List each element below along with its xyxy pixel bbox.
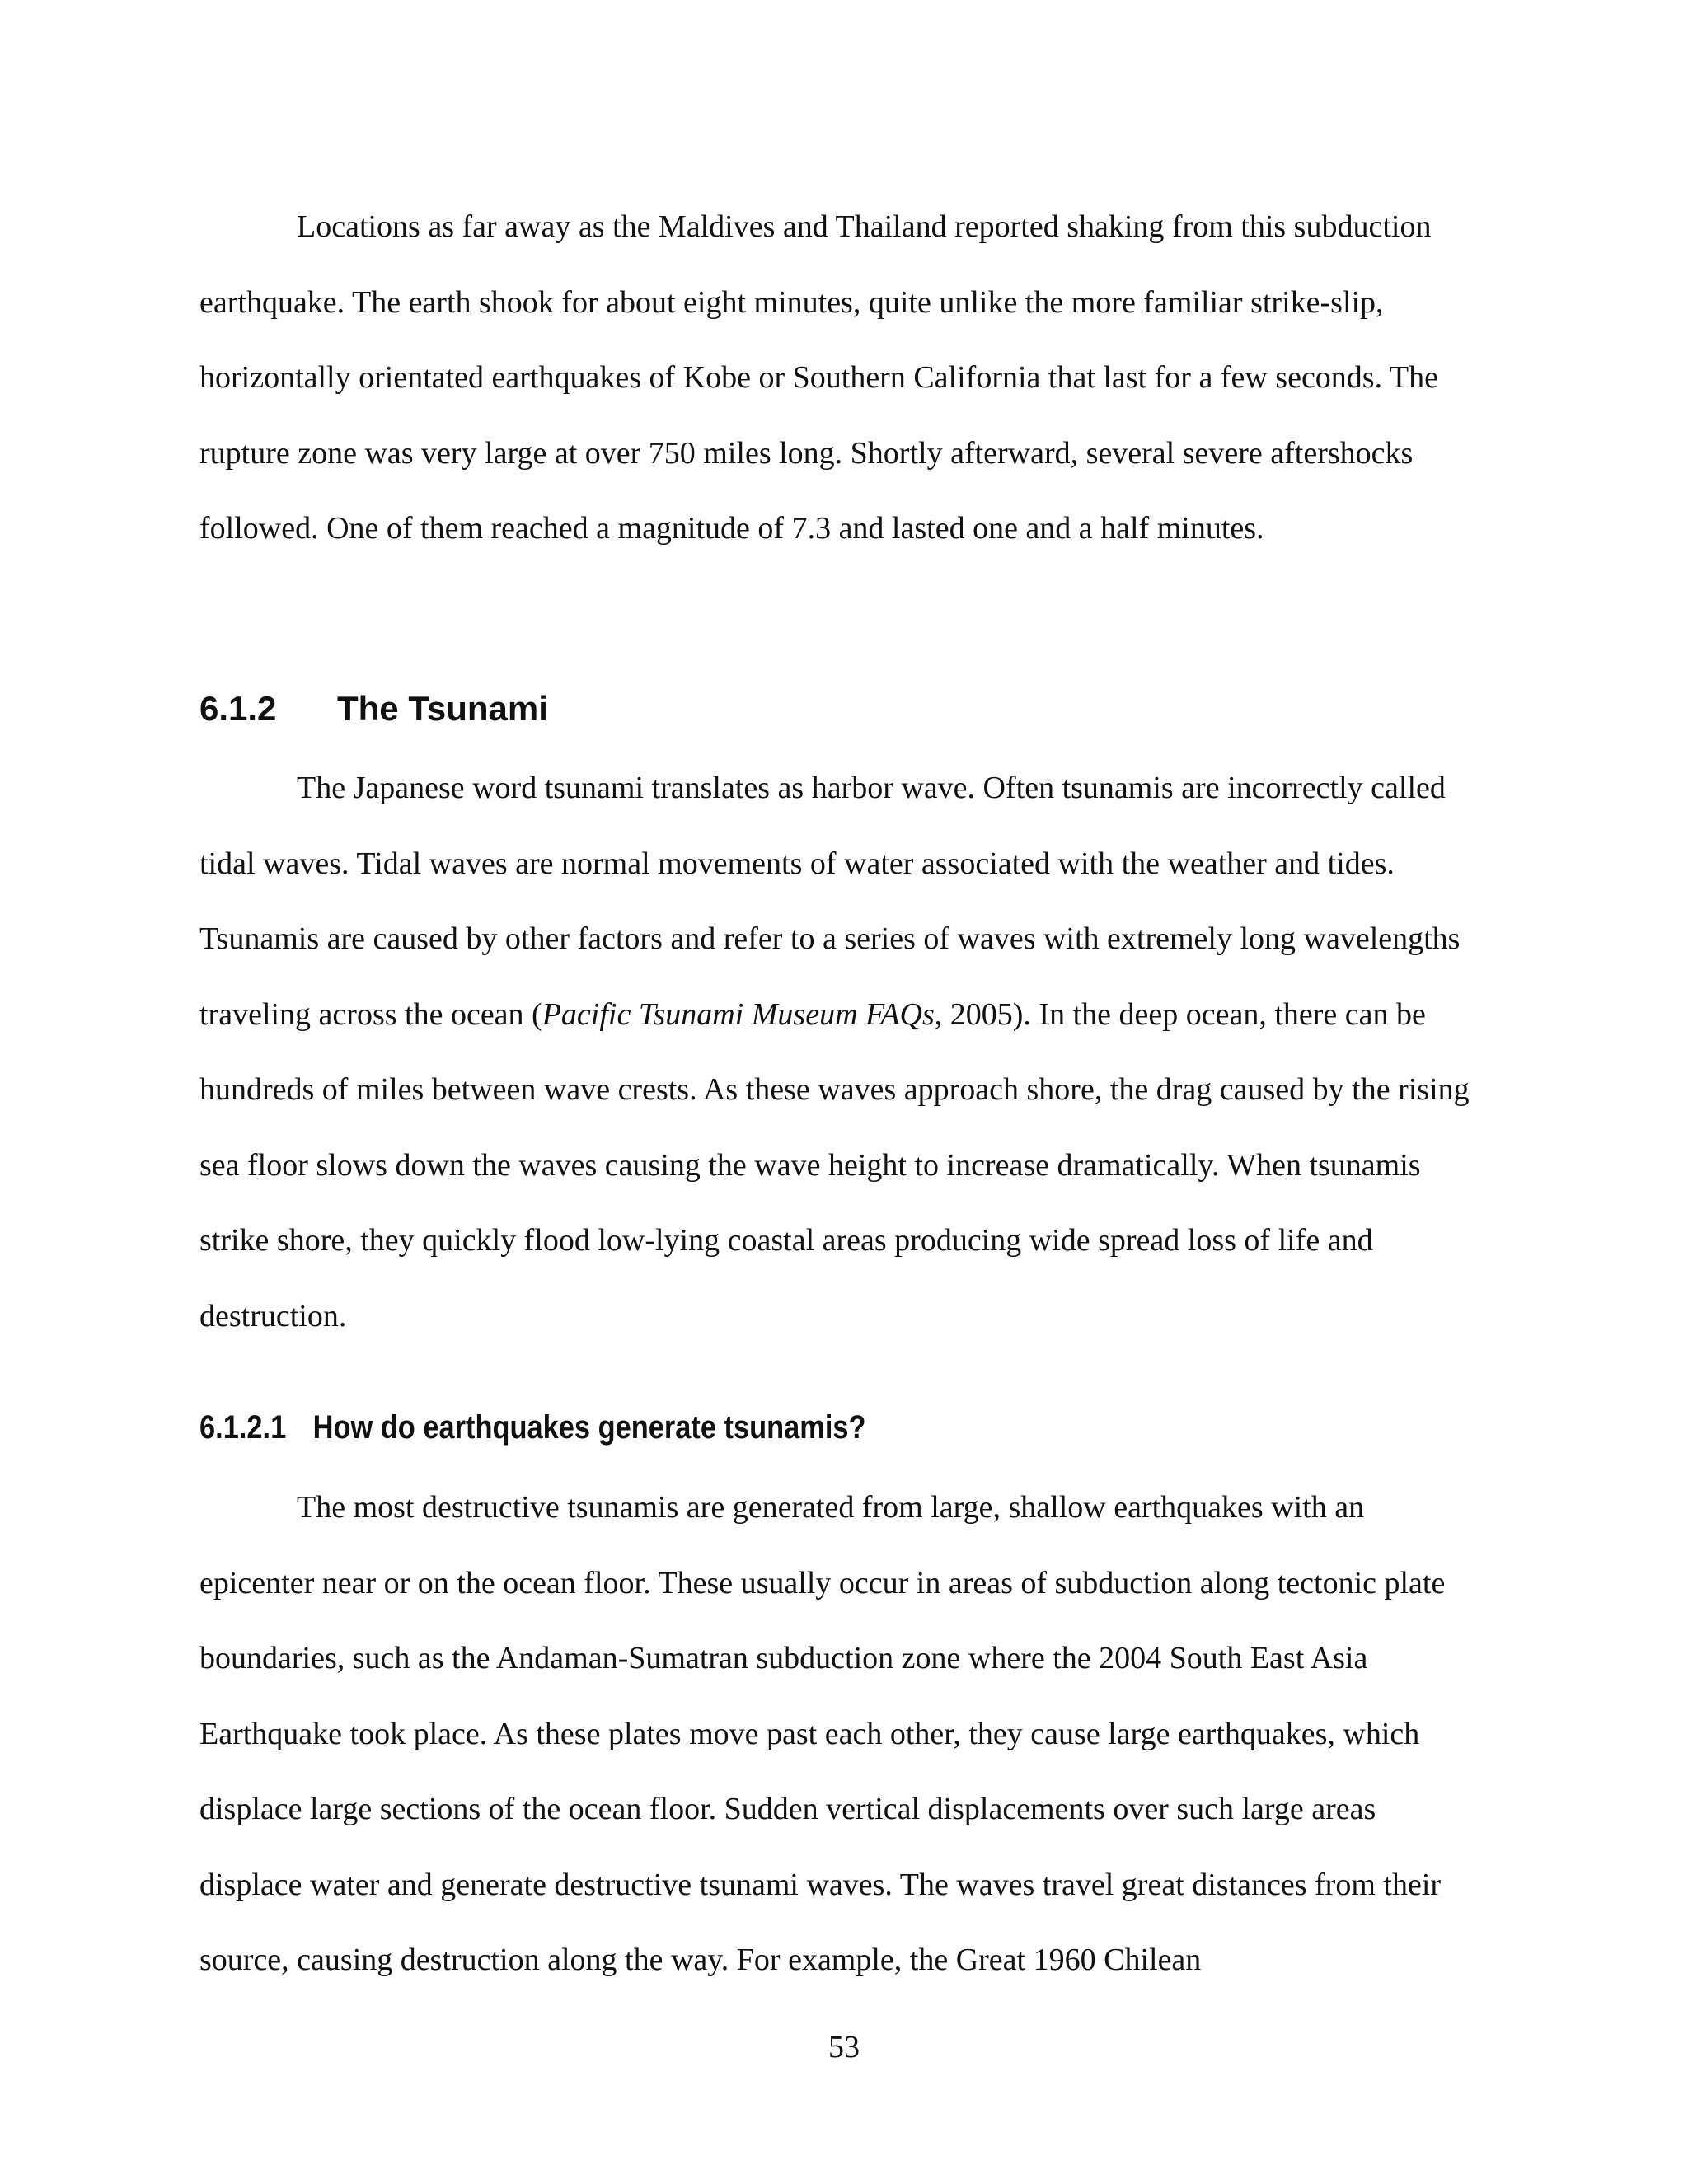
section-title: The Tsunami — [337, 689, 548, 728]
page-number: 53 — [828, 2030, 860, 2064]
paragraph-earthquake-shaking: Locations as far away as the Maldives and Thailand reported shaking from this subduction earthquake. The earth shook for about eight minutes, quite unlike the more familiar strike-slip, horizontally orientated earthquakes of Kobe or Southern California that last for a few seconds. The rupture zone was very large at over 750 miles long. Shortly afterward, several severe aftershocks followed. One of them reached a magnitude of 7.3 and lasted one and a half minutes. — [199, 209, 1438, 546]
subsection-number: 6.1.2.1 — [199, 1409, 287, 1446]
section-number: 6.1.2 — [199, 689, 277, 728]
section-heading — [199, 689, 548, 729]
subsection-heading — [199, 1409, 866, 1446]
paragraph-text-part: The Japanese word tsunami translates as harbor wave. Often tsunamis are incorrectly called tidal waves. Tidal waves are normal movements of water associated with the weather and tides. Tsunamis are caused by other factors and refer to a series of waves with extremely long wavelengths traveling across the ocean ( — [199, 771, 1461, 1032]
citation-title: Pacific Tsunami Museum FAQs — [542, 996, 935, 1032]
paragraph-tsunami-generation: The most destructive tsunamis are generated from large, shallow earthquakes with an epicenter near or on the ocean floor. These usually occur in areas of subduction along tectonic plate boundaries, such as the Andaman-Sumatran subduction zone where the 2004 South East Asia Earthquake took place. As these plates move past each other, they cause large earthquakes, which displace large sections of the ocean floor. Sudden vertical displacements over such large areas displace water and generate destructive tsunami waves. The waves travel great distances from their source, causing destruction along the way. For example, the Great 1960 Chilean — [199, 1490, 1446, 1977]
subsection-title: How do earthquakes generate tsunamis? — [312, 1409, 866, 1446]
paragraph-tsunami-definition — [199, 751, 1485, 1354]
paragraph-text-part: , 2005). In the deep ocean, there can be hundreds of miles between wave crests. As these waves approach shore, the drag caused by the rising sea floor slows down the waves causing the wave height to increase dramatically. When tsunamis strike shore, they quickly flood low-lying coastal areas producing wide spread loss of life and destruction. — [199, 996, 1470, 1333]
